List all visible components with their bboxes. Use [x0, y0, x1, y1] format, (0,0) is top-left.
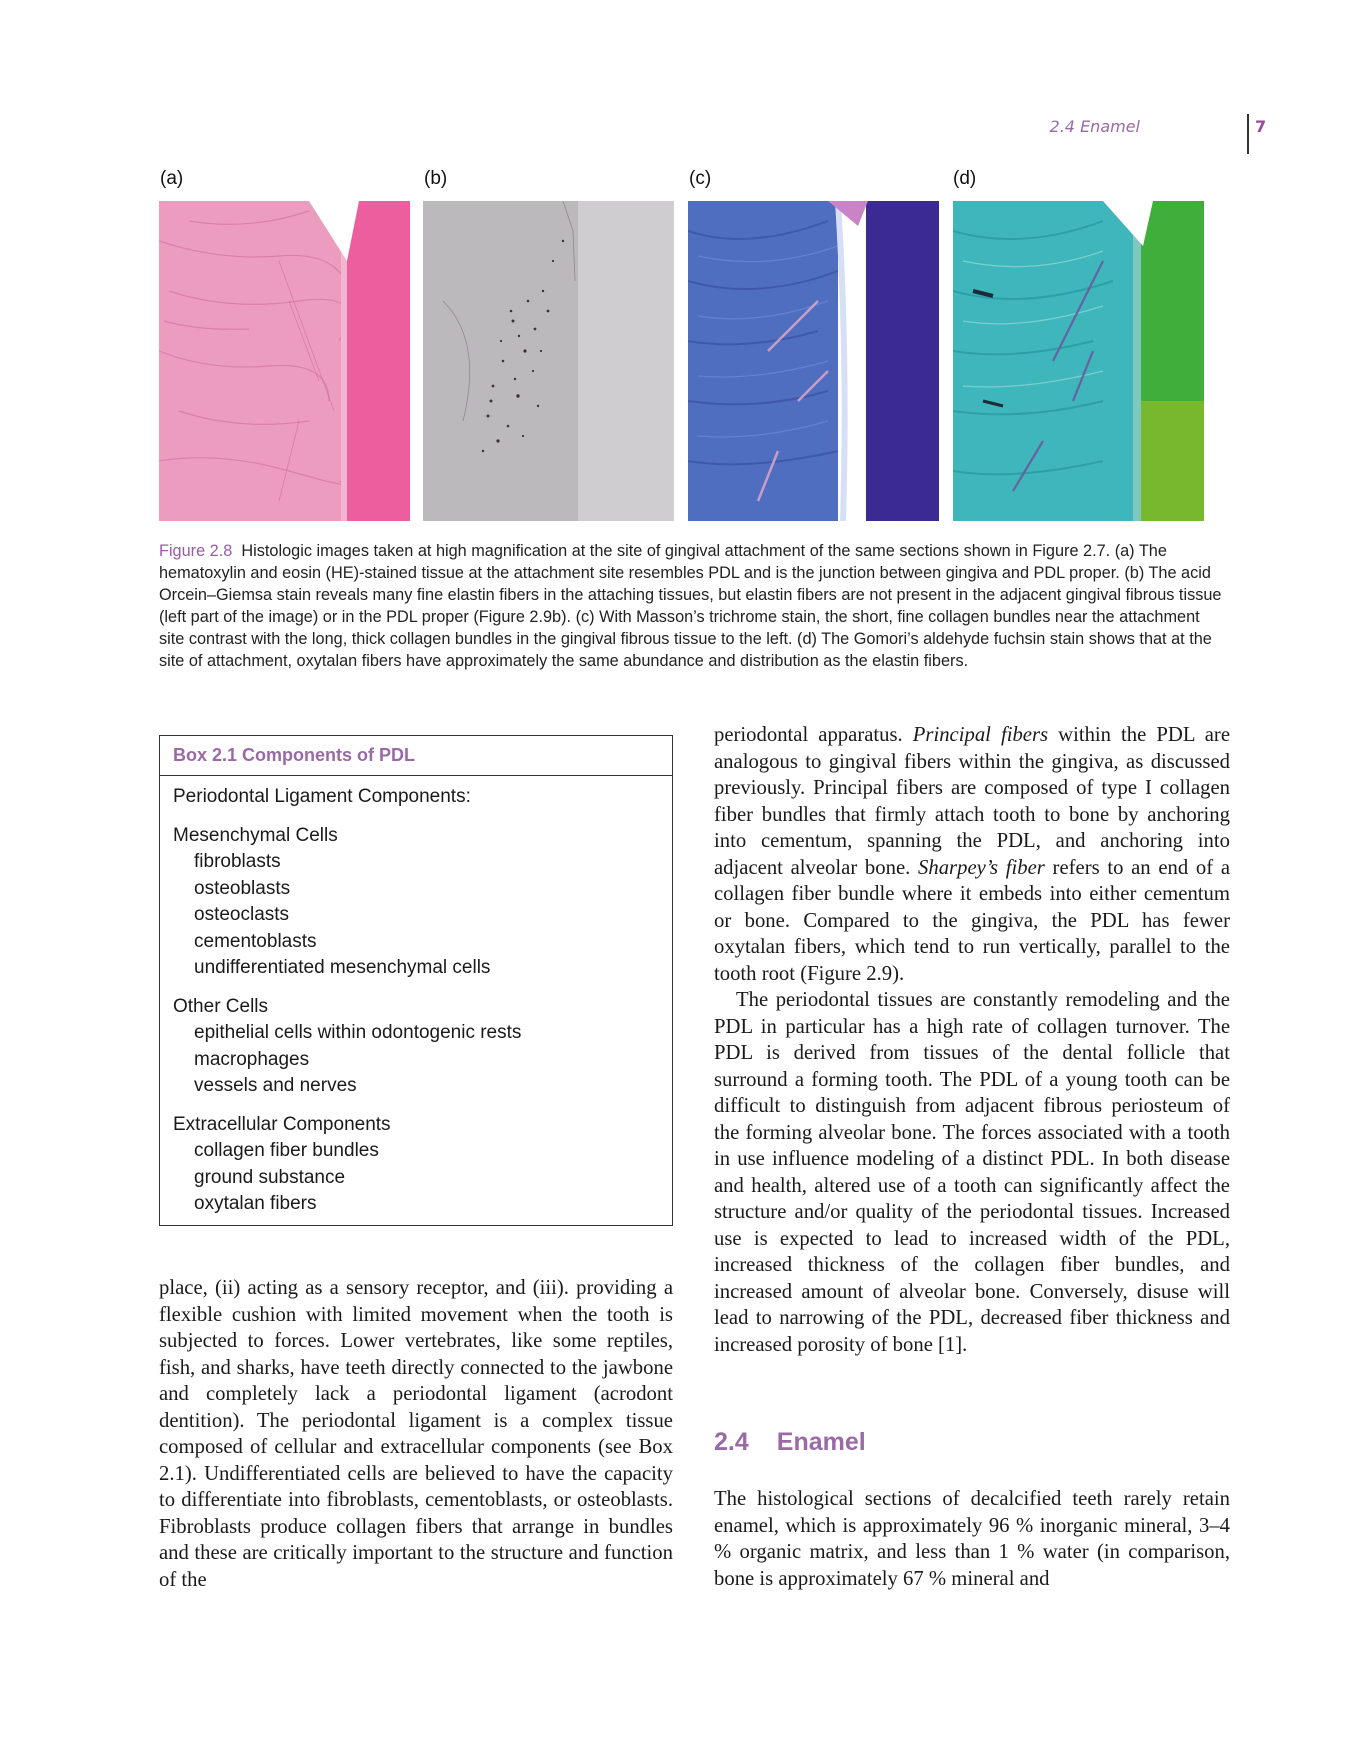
section-number: 2.4	[714, 1428, 749, 1456]
figure-caption-label: Figure 2.8	[159, 542, 233, 560]
histology-image-orcein	[423, 201, 674, 521]
running-head-section: 2.4 Enamel	[1049, 117, 1140, 136]
box-group-mesenchymal	[173, 823, 659, 982]
box-list-item: collagen fiber bundles	[194, 1140, 379, 1161]
figure-caption-text: Histologic images taken at high magnification at the site of gingival attachment of the same sections shown in Figure 2.7. (a) The hematoxylin and eosin (HE)-stained tissue at the attachment site resembles PDL and is the junction between gingiva and PDL proper. (b) The acid Orcein–Giemsa stain reveals many fine elastin fibers in the attaching tissues, but elastin fibers are not present in the adjacent gingival fibrous tissue (left part of the image) or in the PDL proper (Figure 2.9b). (c) With Masson’s trichrome stain, the short, fine collagen bundles near the attachment site contrast with the long, thick collagen bundles in the gingival fibrous tissue to the left. (d) The Gomori’s aldehyde fuchsin stain shows that at the site of attachment, oxytalan fibers have approximately the same abundance and distribution as the elastin fibers.	[159, 542, 1222, 670]
right-paragraph-2: The periodontal tissues are constantly remodeling and the PDL in particular has a high rate of collagen turnover. The PDL is derived from tissues of the dental follicle that surround a forming tooth. The PDL of a young tooth can be difficult to distinguish from adjacent fibrous periosteum of the forming alveolar bone. The forces associated with a tooth in use influence modeling of a distinct PDL. In both disease and health, altered use of a tooth can significantly affect the structure and/or quality of the periodontal tissues. Increased use is expected to lead to increased width of the PDL, increased thickness of the collagen fiber bundles, and increased amount of alveolar bone. Conversely, disuse will lead to narrowing of the PDL, decreased fiber thickness and increased porosity of bone [1].	[714, 989, 1230, 1356]
box-list-item: fibroblasts	[194, 851, 281, 872]
figure-caption	[159, 540, 1224, 672]
components-box	[159, 735, 673, 1226]
box-list-item: osteoclasts	[194, 904, 290, 925]
running-head-divider	[1247, 114, 1249, 154]
section-heading	[714, 1428, 866, 1457]
box-group-heading: Other Cells	[173, 995, 269, 1017]
panel-label-c: (c)	[689, 168, 712, 189]
left-column-paragraph: place, (ii) acting as a sensory receptor, and (iii). providing a flexible cushion with limited movement when the tooth is subjected to forces. Lower vertebrates, like some reptiles, fish, and sharks, have teeth directly connected to the jawbone and completely lack a periodontal ligament (acrodont dentition). The periodontal ligament is a complex tissue composed of cellular and extracellular components (see Box 2.1). Undifferentiated cells are believed to have the capacity to differentiate into fibroblasts, cementoblasts, or osteoblasts. Fibroblasts produce collagen fibers that arrange in bundles and these are critically important to the structure and function of the	[159, 1277, 673, 1591]
enamel-text	[714, 1486, 1230, 1592]
box-list-item: vessels and nerves	[194, 1075, 357, 1096]
histology-image-he	[159, 201, 410, 521]
box-list-item: ground substance	[194, 1166, 346, 1188]
box-list-item: cementoblasts	[194, 930, 317, 952]
right-paragraph-3: The histological sections of decalcified teeth rarely retain enamel, which is approximately 96 % inorganic mineral, 3–4 % organic matrix, and less than 1 % water (in comparison, bone is approximately 67 % mineral and	[714, 1488, 1230, 1590]
panel-label-b: (b)	[424, 168, 448, 189]
histology-image-masson	[688, 201, 939, 521]
box-group-extracellular	[173, 1112, 659, 1218]
histology-image-gomori	[953, 201, 1204, 521]
right-paragraph-1	[714, 722, 1230, 987]
box-list-item: osteoblasts	[194, 877, 291, 899]
box-title: Box 2.1 Components of PDL	[160, 736, 672, 776]
box-group-other-cells	[173, 994, 659, 1100]
term-sharpeys-fiber: Sharpey’s fiber	[918, 856, 1045, 879]
box-list-item: macrophages	[194, 1048, 310, 1070]
text-run: periodontal apparatus.	[714, 724, 913, 746]
box-group-heading: Mesenchymal Cells	[173, 824, 338, 846]
box-list-item: epithelial cells within odontogenic rests	[194, 1022, 522, 1043]
panel-label-a: (a)	[160, 168, 184, 189]
section-title: Enamel	[776, 1428, 866, 1456]
text-run: within the PDL are analogous to gingival fibers within the gingiva, as discussed previously. Principal fibers are composed of type I collagen fiber bundles that firmly attach tooth to bone by anchoring into cementum, spanning the PDL, and anchoring into adjacent alveolar bone.	[714, 724, 1231, 879]
term-principal-fibers: Principal fibers	[912, 724, 1049, 746]
box-list-item: oxytalan fibers	[194, 1193, 317, 1214]
page-number: 7	[1255, 117, 1267, 136]
left-column-text	[159, 1275, 673, 1593]
box-list-item: undifferentiated mesenchymal cells	[194, 957, 491, 978]
right-column-text	[714, 722, 1230, 1358]
box-group-heading: Extracellular Components	[173, 1113, 391, 1135]
text-run: refers to an end of a collagen fiber bundle where it embeds into either cementum or bone. Compared to the gingiva, the PDL has fewer oxytalan fibers, which tend to run vertically, parallel to the tooth root (Figure 2.9).	[714, 856, 1231, 985]
panel-label-d: (d)	[953, 168, 977, 189]
box-intro: Periodontal Ligament Components:	[173, 786, 471, 807]
